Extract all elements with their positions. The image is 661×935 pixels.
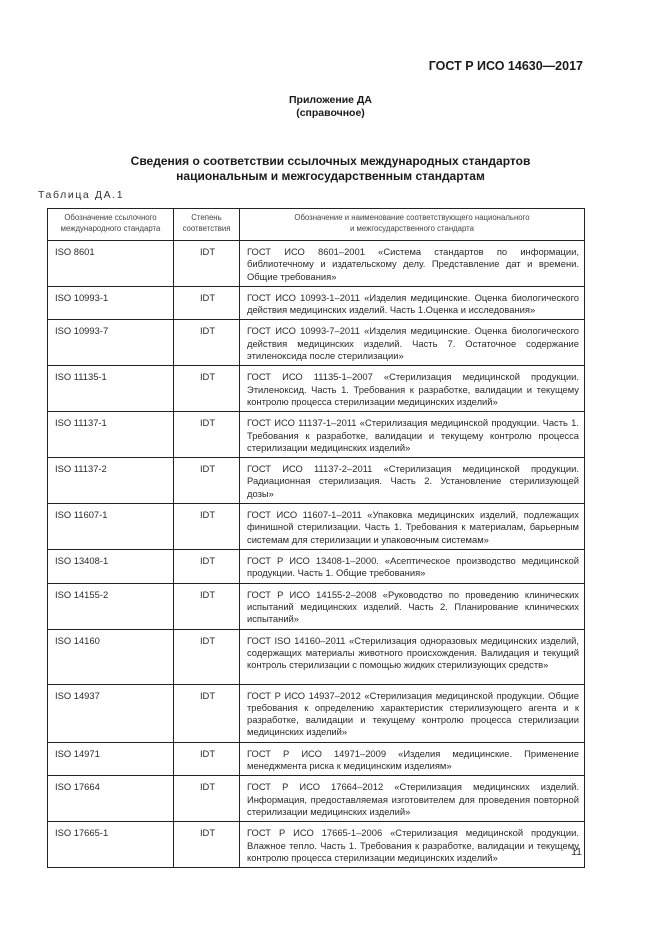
iso-designation-cell: ISO 17664 (48, 776, 174, 822)
table-row (48, 241, 585, 287)
page-number: 11 (571, 846, 582, 858)
correspondence-table (47, 208, 585, 868)
degree-cell: IDT (174, 822, 240, 868)
gost-standard-cell: ГОСТ ИСО 10993-1–2011 «Изделия медицинские. Оценка биологического действия медицинских изделий. Часть 1.Оценка и исследования» (240, 286, 585, 320)
iso-designation-cell: ISO 11607-1 (48, 504, 174, 550)
iso-designation-cell: ISO 14971 (48, 742, 174, 776)
degree-cell: IDT (174, 629, 240, 684)
table-row (48, 684, 585, 742)
gost-standard-cell: ГОСТ Р ИСО 14155-2–2008 «Руководство по проведению клинических испытаний медицинских изделий. Часть 2. Планирование клинических испытаний» (240, 583, 585, 629)
iso-designation-cell: ISO 8601 (48, 241, 174, 287)
section-title-line2: национальным и межгосударственным стандартам (176, 169, 485, 183)
degree-cell: IDT (174, 684, 240, 742)
iso-designation-cell: ISO 14155-2 (48, 583, 174, 629)
degree-cell: IDT (174, 320, 240, 366)
iso-designation-cell: ISO 17665-1 (48, 822, 174, 868)
iso-designation-cell: ISO 10993-1 (48, 286, 174, 320)
table-row (48, 822, 585, 868)
gost-standard-cell: ГОСТ ISO 14160–2011 «Стерилизация одноразовых медицинских изделий, содержащих материалы животного происхождения. Валидация и текущий контроль стерилизации с помощью жидких стерилизующих средств» (240, 629, 585, 684)
gost-standard-cell: ГОСТ Р ИСО 17665-1–2006 «Стерилизация медицинской продукции. Влажное тепло. Часть 1. Требования к разработке, валидации и текущему контролю процесса стерилизации медицинских изделий» (240, 822, 585, 868)
table-row (48, 583, 585, 629)
gost-standard-cell: ГОСТ Р ИСО 14937–2012 «Стерилизация медицинской продукции. Общие требования к определению характеристик стерилизующего агента и к разработке, валидации и текущему контролю процесса стерилизации медицинских изделий» (240, 684, 585, 742)
iso-designation-cell: ISO 10993-7 (48, 320, 174, 366)
table-row (48, 458, 585, 504)
column-header-iso: Обозначение ссылочного международного стандарта (48, 209, 174, 241)
degree-cell: IDT (174, 286, 240, 320)
table-row (48, 412, 585, 458)
degree-cell: IDT (174, 742, 240, 776)
degree-cell: IDT (174, 412, 240, 458)
degree-cell: IDT (174, 458, 240, 504)
iso-designation-cell: ISO 11135-1 (48, 366, 174, 412)
degree-cell: IDT (174, 504, 240, 550)
table-row (48, 550, 585, 584)
table-row (48, 366, 585, 412)
table-row (48, 742, 585, 776)
iso-designation-cell: ISO 14937 (48, 684, 174, 742)
column-header-degree: Степень соответствия (174, 209, 240, 241)
iso-designation-cell: ISO 11137-1 (48, 412, 174, 458)
table-header-row (48, 209, 585, 241)
degree-cell: IDT (174, 241, 240, 287)
table-caption: Таблица ДА.1 (38, 189, 125, 201)
gost-standard-cell: ГОСТ Р ИСО 17664–2012 «Стерилизация медицинских изделий. Информация, предоставляемая изготовителем для проведения повторной стерилизации медицинских изделий» (240, 776, 585, 822)
gost-standard-cell: ГОСТ ИСО 11137-2–2011 «Стерилизация медицинской продукции. Радиационная стерилизация. Часть 2. Установление стерилизующей дозы» (240, 458, 585, 504)
section-title (0, 154, 661, 184)
gost-standard-cell: ГОСТ ИСО 8601–2001 «Система стандартов по информации, библиотечному и издательскому делу. Представление дат и времени. Общие требования» (240, 241, 585, 287)
gost-standard-cell: ГОСТ ИСО 11137-1–2011 «Стерилизация медицинской продукции. Часть 1. Требования к разработке, валидации и текущему контролю процесса стерилизации медицинских изделий» (240, 412, 585, 458)
iso-designation-cell: ISO 11137-2 (48, 458, 174, 504)
iso-designation-cell: ISO 14160 (48, 629, 174, 684)
table-row (48, 286, 585, 320)
gost-standard-cell: ГОСТ Р ИСО 13408-1–2000. «Асептическое производство медицинской продукции. Часть 1. Общие требования» (240, 550, 585, 584)
table-row (48, 320, 585, 366)
degree-cell: IDT (174, 583, 240, 629)
appendix-heading (0, 94, 661, 120)
appendix-subtitle: (справочное) (296, 107, 365, 119)
table-row (48, 629, 585, 684)
gost-standard-cell: ГОСТ ИСО 10993-7–2011 «Изделия медицинские. Оценка биологического действия медицинских изделий. Часть 7. Остаточное содержание этиленоксида после стерилизации» (240, 320, 585, 366)
table-row (48, 776, 585, 822)
degree-cell: IDT (174, 550, 240, 584)
gost-standard-cell: ГОСТ ИСО 11135-1–2007 «Стерилизация медицинской продукции. Этиленоксид. Часть 1. Требования к разработке, валидации и текущему контролю процесса стерилизации медицинских изделий» (240, 366, 585, 412)
iso-designation-cell: ISO 13408-1 (48, 550, 174, 584)
column-header-gost: Обозначение и наименование соответствующего национального и межгосударственного стандарта (240, 209, 585, 241)
gost-standard-cell: ГОСТ ИСО 11607-1–2011 «Упаковка медицинских изделий, подлежащих финишной стерилизации. Часть 1. Требования к материалам, барьерным системам для стерилизации и упаковочным системам» (240, 504, 585, 550)
gost-standard-cell: ГОСТ Р ИСО 14971–2009 «Изделия медицинские. Применение менеджмента риска к медицинским изделиям» (240, 742, 585, 776)
degree-cell: IDT (174, 776, 240, 822)
document-id: ГОСТ Р ИСО 14630—2017 (428, 59, 583, 73)
appendix-title: Приложение ДА (289, 94, 372, 106)
section-title-line1: Сведения о соответствии ссылочных международных стандартов (130, 154, 531, 168)
degree-cell: IDT (174, 366, 240, 412)
table-row (48, 504, 585, 550)
